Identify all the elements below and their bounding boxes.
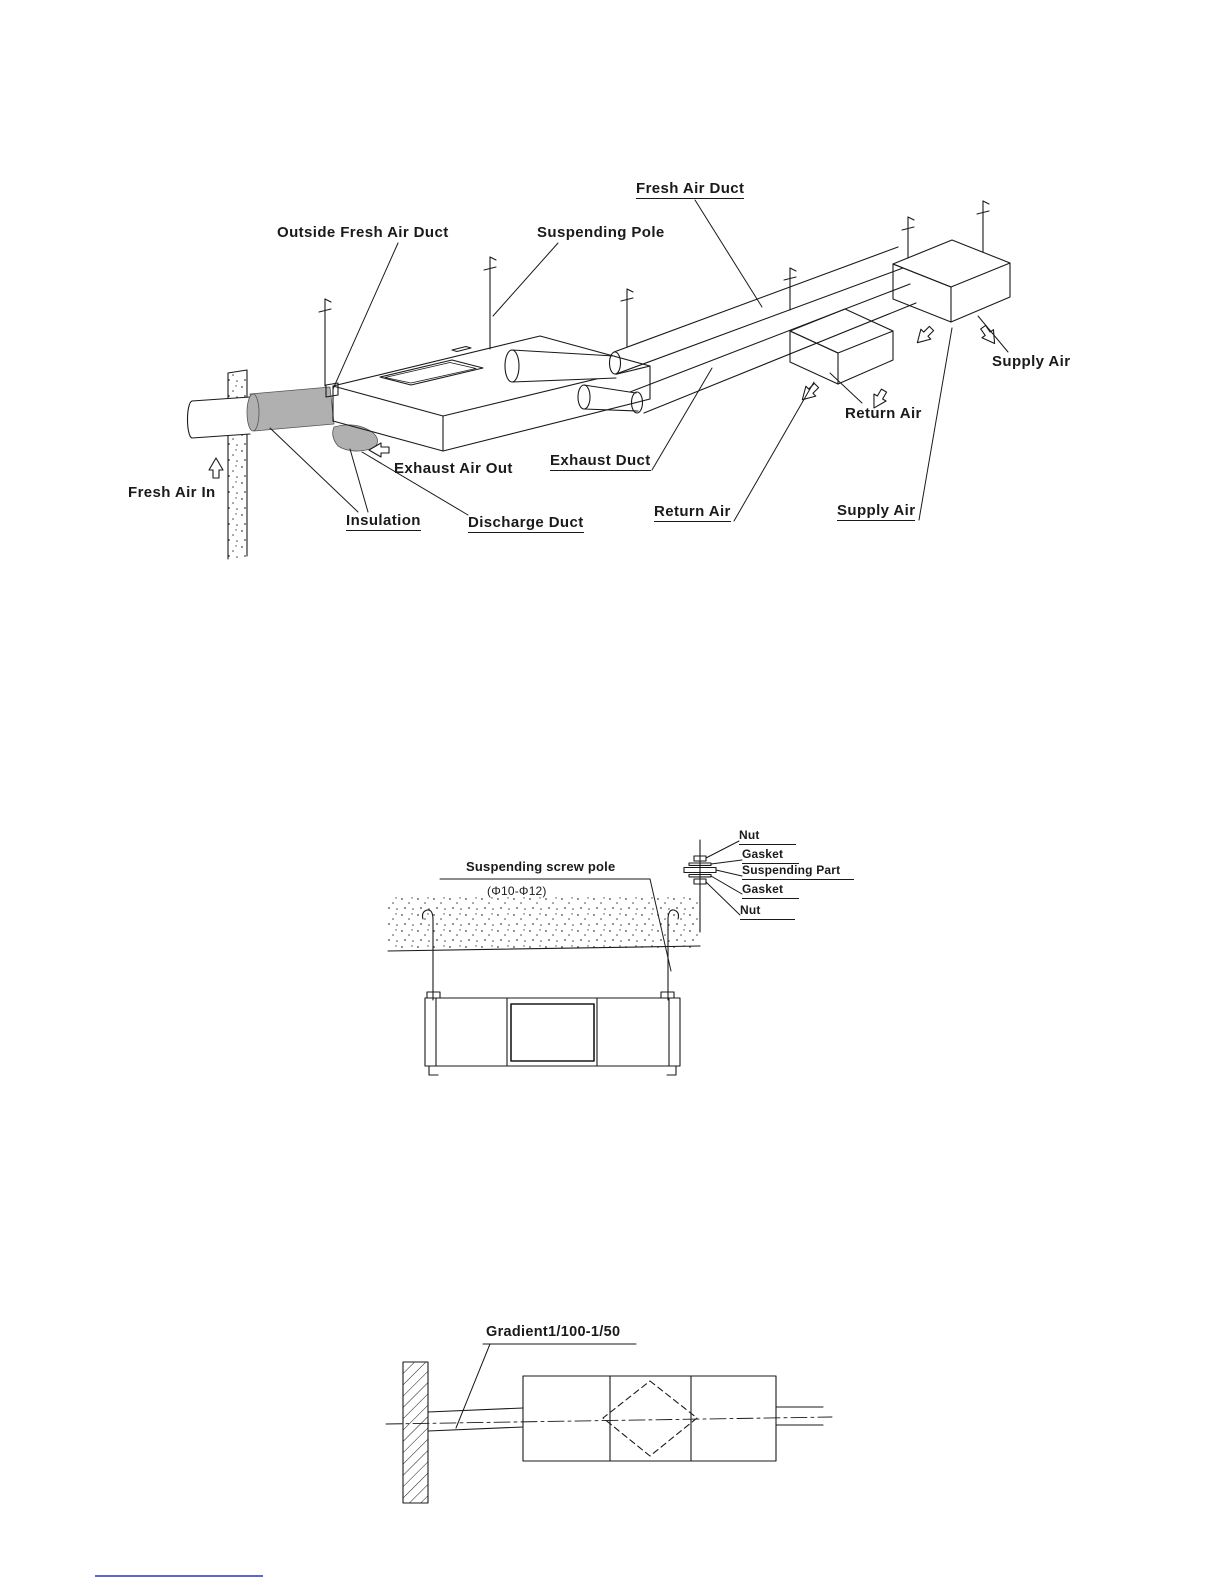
label-pole-size: (Φ10-Φ12) (487, 884, 547, 898)
label-gasket-bottom: Gasket (742, 883, 799, 899)
return-air-box (790, 309, 893, 384)
ceiling-slab (388, 897, 700, 951)
wall-hatched (403, 1362, 428, 1503)
connecting-cylinders (505, 350, 638, 411)
label-return-air-right: Return Air (845, 405, 922, 422)
callout-leader-lines (270, 200, 1008, 521)
label-nut-bottom: Nut (740, 904, 795, 920)
label-fresh-air-duct: Fresh Air Duct (636, 180, 744, 199)
insulation-shading (247, 387, 378, 451)
label-return-air-bottom: Return Air (654, 503, 731, 522)
gradient-leader (456, 1344, 636, 1428)
label-gradient: Gradient1/100-1/50 (486, 1324, 621, 1340)
unit-cross-section (425, 992, 680, 1075)
supply-air-box (893, 240, 1010, 322)
label-insulation: Insulation (346, 512, 421, 531)
outside-fresh-air-duct-cylinder (188, 397, 253, 438)
label-exhaust-duct: Exhaust Duct (550, 452, 651, 471)
label-suspending-pole: Suspending Pole (537, 224, 665, 241)
label-suspending-screw-pole: Suspending screw pole (466, 859, 616, 874)
suspension-cross-section-diagram (388, 840, 742, 1075)
label-gasket-top: Gasket (742, 848, 799, 864)
label-outside-fresh-air-duct: Outside Fresh Air Duct (277, 224, 449, 241)
label-exhaust-air-out: Exhaust Air Out (394, 460, 513, 477)
label-supply-air-bottom: Supply Air (837, 502, 915, 521)
label-discharge-duct: Discharge Duct (468, 514, 584, 533)
sloped-duct (428, 1407, 823, 1431)
label-suspending-part: Suspending Part (742, 864, 854, 880)
label-fresh-air-in: Fresh Air In (128, 484, 216, 501)
gradient-side-view-diagram (386, 1344, 832, 1503)
label-supply-air-top: Supply Air (992, 353, 1071, 370)
long-ducts (610, 247, 917, 413)
erv-unit-box (333, 336, 650, 451)
label-nut-top: Nut (739, 829, 796, 845)
